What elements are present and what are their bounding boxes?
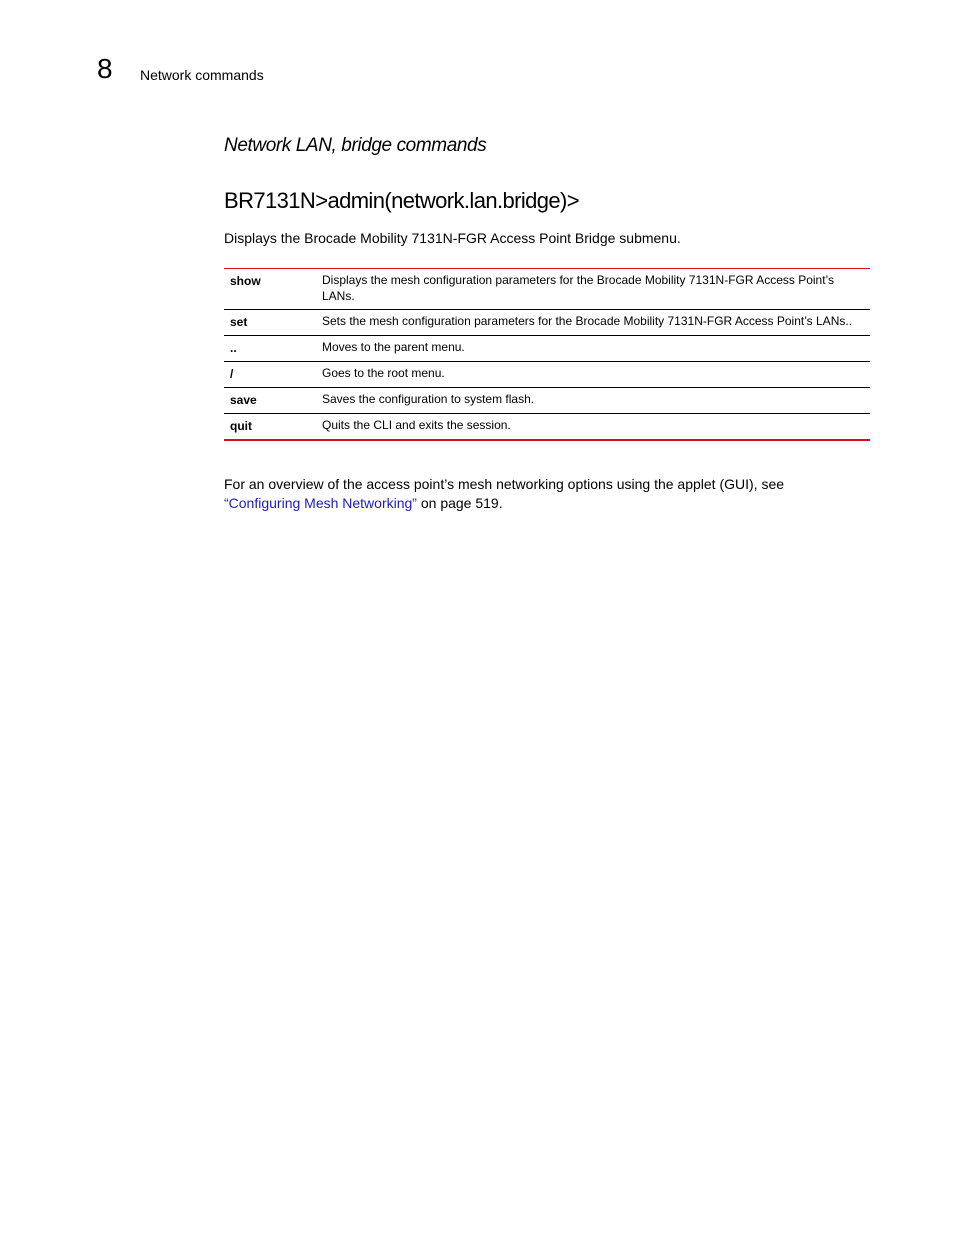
overview-text: For an overview of the access point’s mesh networking options using the applet (GUI), see bbox=[224, 476, 785, 492]
command-name: quit bbox=[230, 419, 252, 433]
overview-page-ref: on page 519. bbox=[416, 495, 503, 511]
table-row bbox=[224, 310, 870, 336]
commands-table bbox=[224, 268, 870, 441]
table-row bbox=[224, 414, 870, 441]
table-row bbox=[224, 388, 870, 414]
command-name: / bbox=[224, 362, 315, 388]
command-description-cell: Displays the mesh configuration parameters for the Brocade Mobility 7131N-FGR Access Point’s LANs. bbox=[315, 269, 870, 310]
overview-paragraph bbox=[224, 475, 844, 513]
configuring-mesh-networking-link[interactable]: “Configuring Mesh Networking” bbox=[224, 495, 417, 511]
command-name: save bbox=[224, 388, 315, 414]
table-row bbox=[224, 336, 870, 362]
command-description-cell: Moves to the parent menu. bbox=[315, 336, 870, 362]
chapter-number: 8 bbox=[97, 53, 113, 84]
command-name: set bbox=[224, 310, 315, 336]
command-description-cell: Quits the CLI and exits the session. bbox=[322, 418, 511, 432]
command-name: .. bbox=[224, 336, 315, 362]
command-description-cell: Saves the configuration to system flash. bbox=[315, 388, 870, 414]
command-name: show bbox=[224, 269, 315, 310]
command-description: Displays the Brocade Mobility 7131N-FGR Access Point Bridge submenu. bbox=[224, 230, 681, 246]
table-row bbox=[224, 269, 870, 310]
chapter-title: Network commands bbox=[140, 67, 264, 83]
section-title: Network LAN, bridge commands bbox=[224, 135, 487, 156]
table-row bbox=[224, 362, 870, 388]
command-heading: BR7131N>admin(network.lan.bridge)> bbox=[224, 188, 580, 213]
command-description-cell: Goes to the root menu. bbox=[315, 362, 870, 388]
command-description-cell: Sets the mesh configuration parameters for the Brocade Mobility 7131N-FGR Access Point’s LANs.. bbox=[315, 310, 870, 336]
